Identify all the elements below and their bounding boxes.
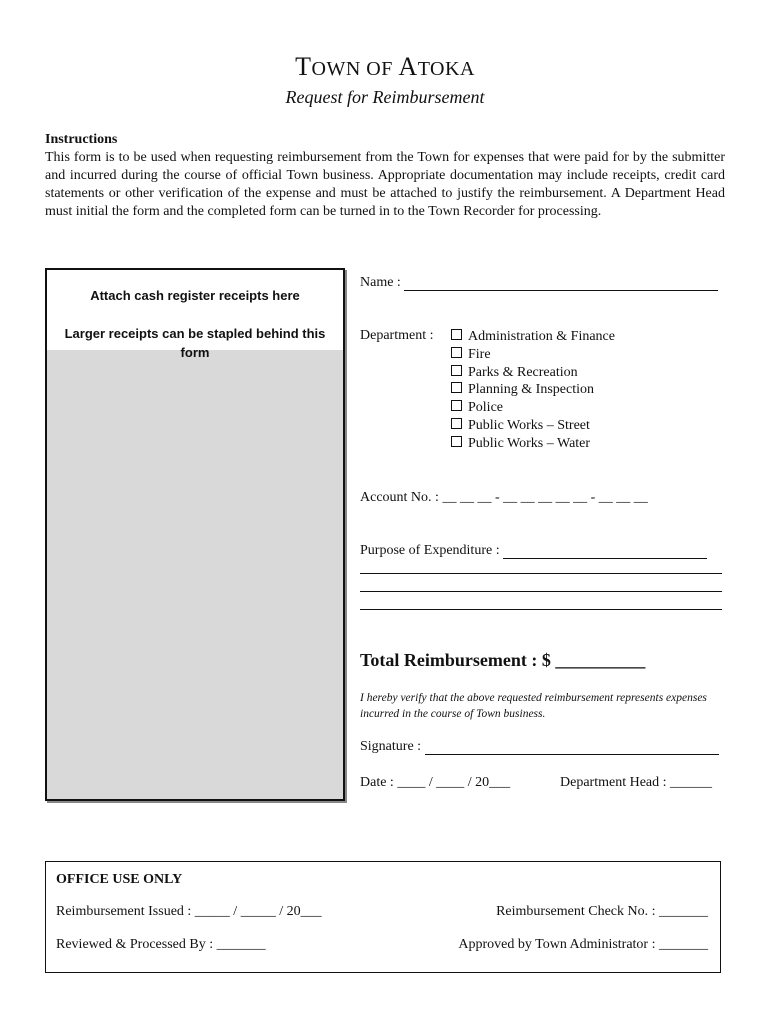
purpose-line[interactable] [360,573,722,574]
receipt-instruction-1: Attach cash register receipts here [90,288,300,303]
account-field[interactable] [360,490,648,506]
reimbursement-issued-field[interactable]: Reimbursement Issued : _____ / _____ / 20___ [56,904,322,919]
department-option[interactable]: Public Works – Water [451,435,615,453]
office-use-section [45,861,721,973]
department-option[interactable]: Public Works – Street [451,417,615,435]
department-option[interactable]: Planning & Inspection [451,381,615,399]
total-reimbursement[interactable] [360,650,645,671]
verification-statement: I hereby verify that the above requested reimbursement represents expenses incurred in the course of Town business. [360,692,707,720]
name-field[interactable] [360,275,718,291]
purpose-field[interactable] [360,543,707,559]
checkbox-icon[interactable] [451,347,462,358]
account-blanks[interactable]: __ __ __ - __ __ __ __ __ - __ __ __ [442,490,648,505]
reviewed-by-field[interactable]: Reviewed & Processed By : _______ [56,937,266,952]
checkbox-icon[interactable] [451,365,462,376]
department-option[interactable]: Fire [451,346,615,364]
instructions-heading: Instructions [45,132,118,147]
checkbox-icon[interactable] [451,382,462,393]
department-option[interactable]: Police [451,399,615,417]
instructions-text: This form is to be used when requesting reimbursement from the Town for expenses that were paid for by the submitter and incurred during the course of official Town business. Appropriate documentation may include receipts, credit card statements or other verification of the expense and must be attached to justify the reimbursement. A Department Head must initial the form and the completed form can be turned in to the Town Recorder for processing. [45,150,725,219]
page-title: TOWN OF ATOKA [295,52,475,81]
department-label: Department : [360,328,434,343]
signature-label: Signature : [360,739,422,754]
department-option[interactable]: Administration & Finance [451,328,615,346]
checkbox-icon[interactable] [451,400,462,411]
purpose-line[interactable] [360,591,722,592]
purpose-line[interactable] [360,609,722,610]
name-input-line[interactable] [404,276,718,291]
receipt-attachment-area [45,268,345,801]
checkbox-icon[interactable] [451,436,462,447]
signature-input-line[interactable] [425,740,719,755]
page-subtitle: Request for Reimbursement [285,87,485,107]
checkbox-icon[interactable] [451,418,462,429]
checkbox-icon[interactable] [451,329,462,340]
check-number-field[interactable]: Reimbursement Check No. : _______ [496,904,708,919]
purpose-label: Purpose of Expenditure : [360,543,500,558]
department-head-field[interactable]: Department Head : ______ [560,775,713,790]
name-label: Name : [360,275,401,290]
receipt-instruction-2: Larger receipts can be stapled behind this form [64,326,326,360]
approved-by-field[interactable]: Approved by Town Administrator : _______ [458,937,708,952]
department-option[interactable]: Parks & Recreation [451,364,615,382]
total-label: Total Reimbursement : $ [360,650,551,670]
total-blank[interactable]: __________ [555,650,646,670]
department-options [451,328,615,453]
date-field[interactable]: Date : ____ / ____ / 20___ [360,775,511,790]
purpose-input-line[interactable] [503,544,707,559]
signature-field[interactable] [360,739,719,755]
account-label: Account No. : [360,490,439,505]
office-use-title: OFFICE USE ONLY [56,872,183,887]
